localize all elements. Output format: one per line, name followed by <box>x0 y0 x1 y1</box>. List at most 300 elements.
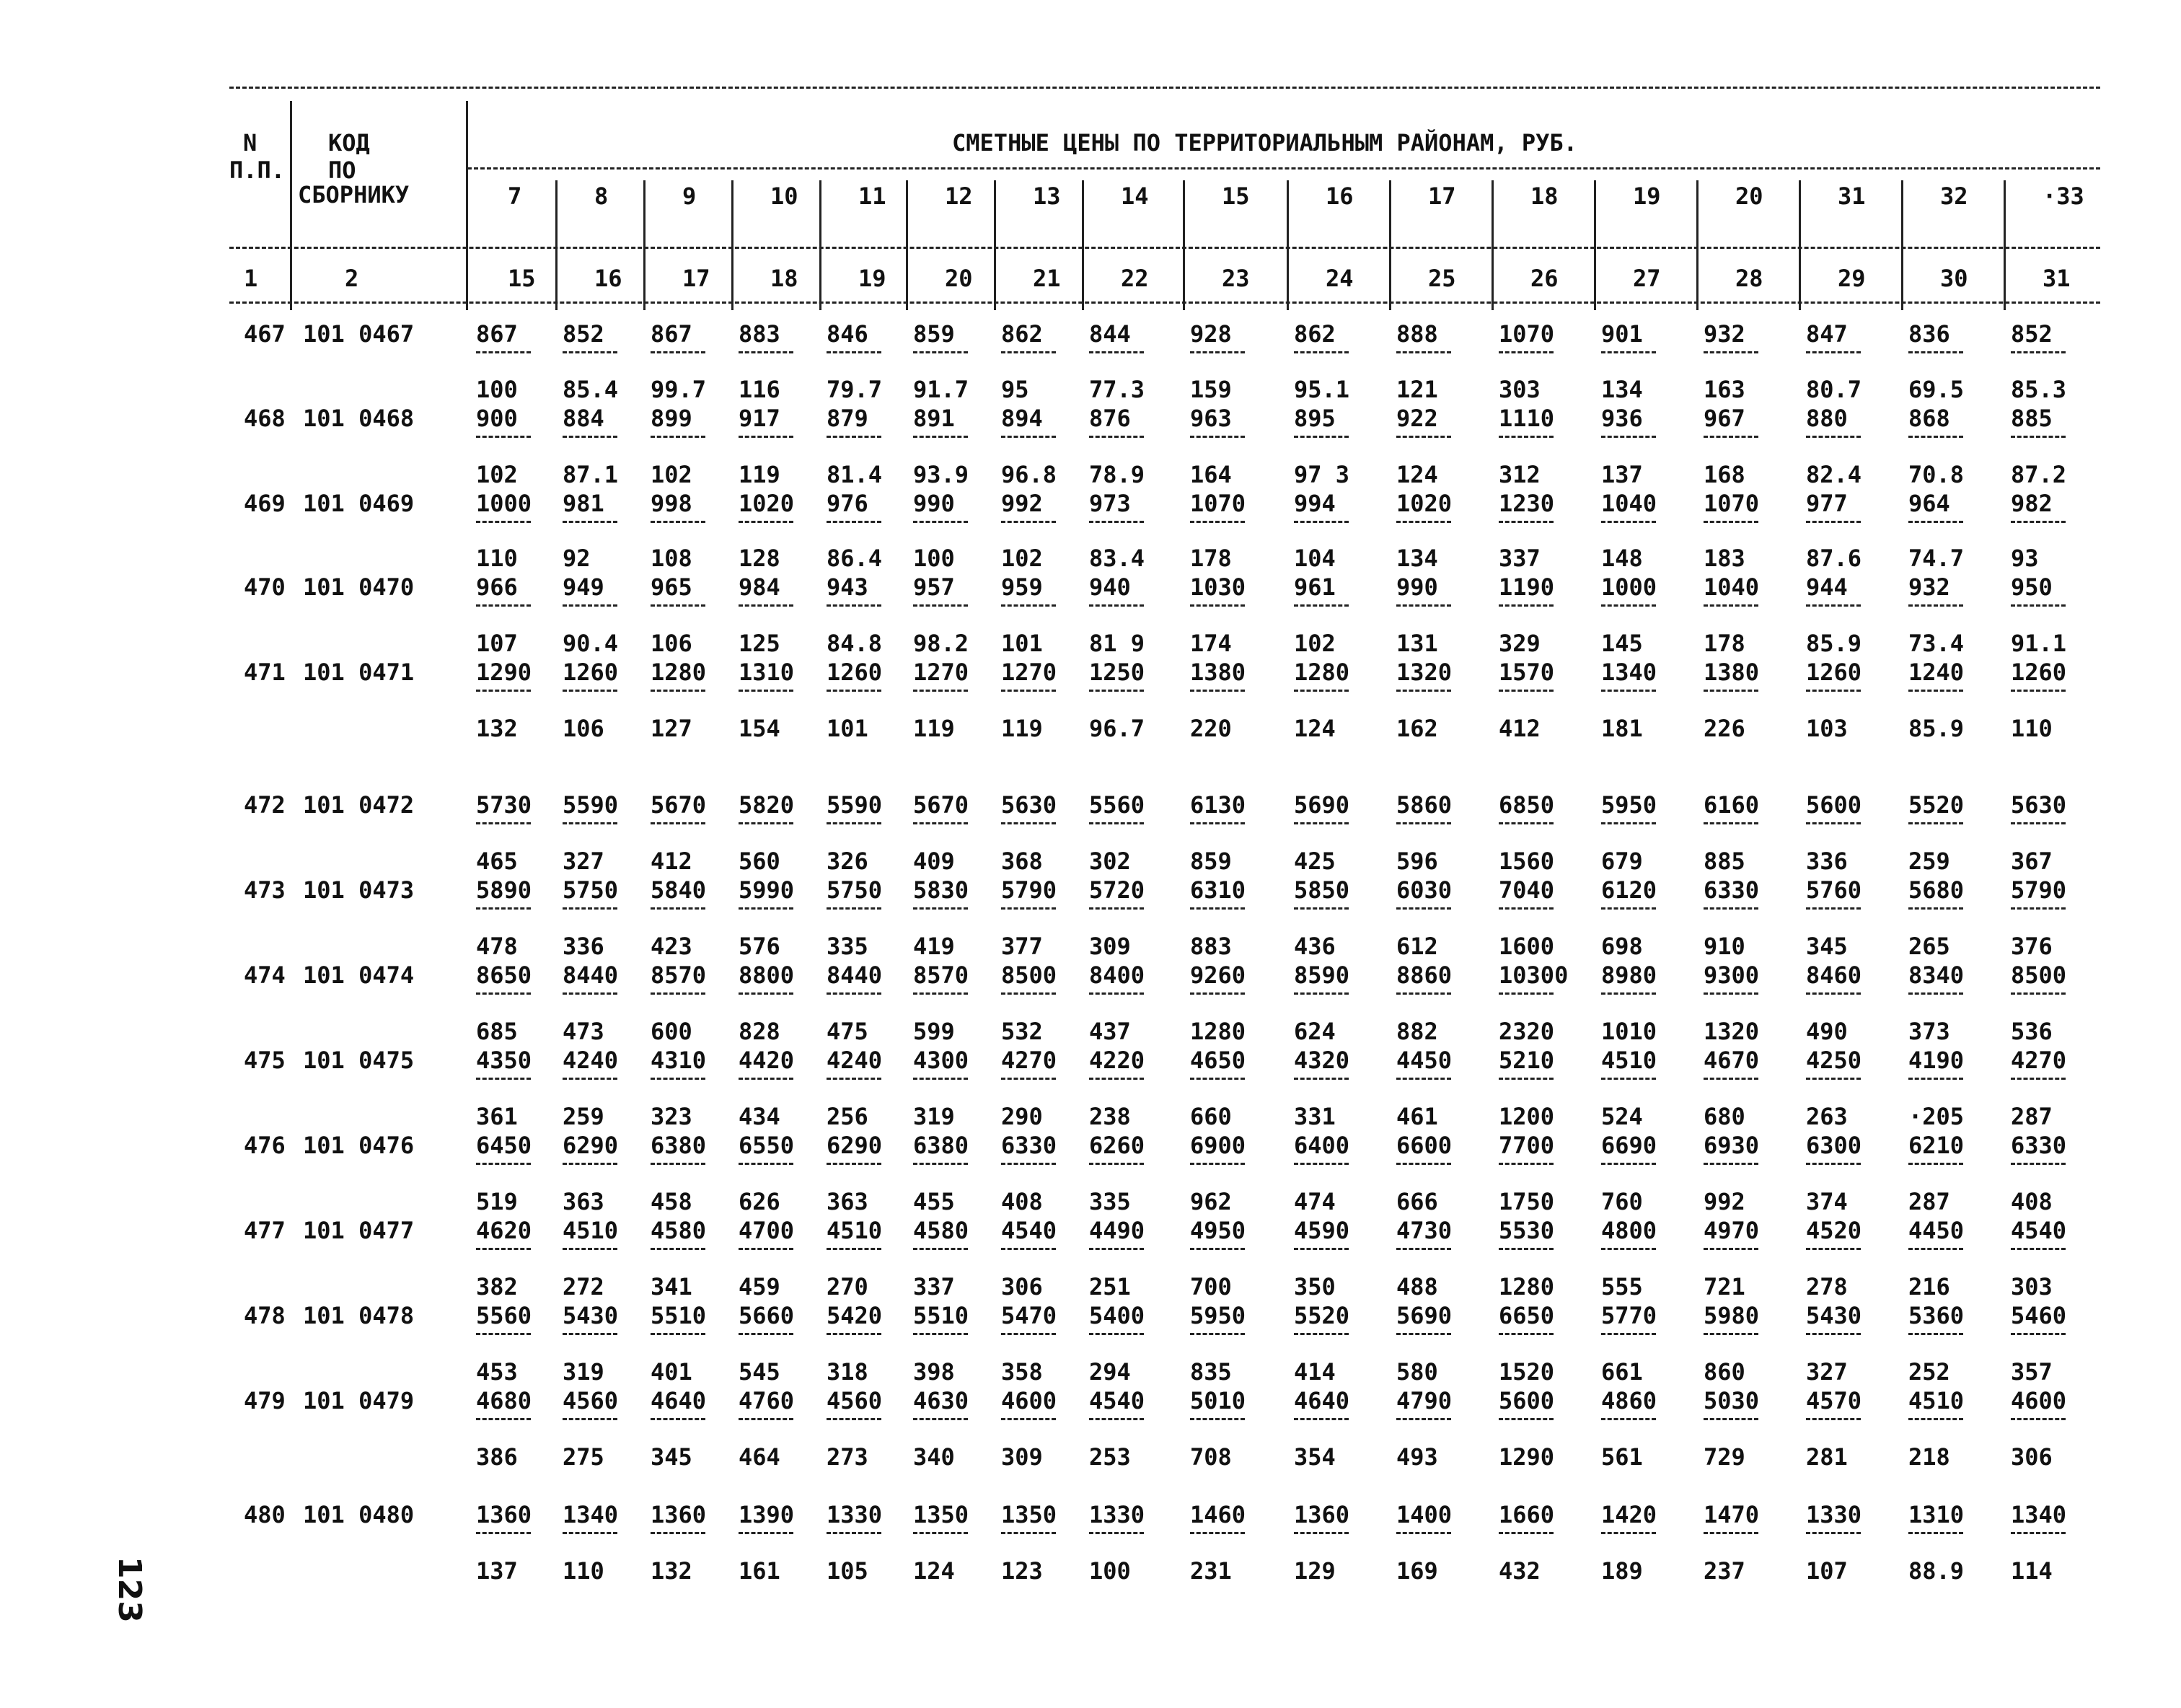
fraction-rule <box>1806 1248 1861 1250</box>
fraction-rule <box>1396 604 1451 607</box>
price-cell: 4510 <box>1601 1047 1657 1074</box>
fraction-rule <box>1601 690 1656 692</box>
price-cell: 134 <box>1601 376 1643 403</box>
fraction-rule <box>563 604 617 607</box>
price-cell: 4320 <box>1294 1047 1350 1074</box>
price-cell: 336 <box>563 933 604 960</box>
price-cell: 319 <box>563 1358 604 1386</box>
price-cell: 137 <box>1601 461 1643 488</box>
fraction-rule <box>1396 992 1451 995</box>
fraction-rule <box>1704 1163 1758 1165</box>
fraction-rule <box>1089 1163 1144 1165</box>
price-cell: 101 <box>827 715 868 742</box>
price-cell: 373 <box>1908 1018 1950 1045</box>
price-cell: 220 <box>1190 715 1232 742</box>
fraction-rule <box>651 1163 705 1165</box>
header-po: ПО <box>328 157 356 184</box>
region-header-11: 18 <box>1530 182 1559 210</box>
region-header-13: 20 <box>1735 182 1763 210</box>
fraction-rule <box>913 1163 968 1165</box>
price-cell: 846 <box>827 320 868 348</box>
price-cell: 104 <box>1294 545 1336 572</box>
price-cell: 493 <box>1396 1443 1438 1471</box>
price-cell: 119 <box>913 715 955 742</box>
fraction-rule <box>1089 690 1144 692</box>
fraction-rule <box>739 992 793 995</box>
price-cell: 4510 <box>827 1217 883 1244</box>
fraction-rule <box>1294 907 1349 910</box>
price-cell: 4630 <box>913 1387 969 1414</box>
price-cell: 290 <box>1001 1103 1043 1130</box>
price-cell: 6690 <box>1601 1132 1657 1159</box>
row-code: 101 0470 <box>303 573 415 601</box>
price-cell: 4240 <box>827 1047 883 1074</box>
price-cell: 8440 <box>827 961 883 989</box>
price-cell: 8440 <box>563 961 619 989</box>
fraction-rule <box>2011 992 2066 995</box>
region-divider <box>1901 180 1903 310</box>
price-cell: 4560 <box>827 1387 883 1414</box>
price-cell: 1750 <box>1499 1188 1555 1215</box>
fraction-rule <box>651 690 705 692</box>
price-cell: 345 <box>651 1443 692 1471</box>
price-cell: 270 <box>827 1273 868 1300</box>
price-cell: 345 <box>1806 933 1848 960</box>
price-cell: 162 <box>1396 715 1438 742</box>
fraction-rule <box>1001 907 1056 910</box>
fraction-rule <box>1190 1248 1245 1250</box>
price-cell: 90.4 <box>563 630 619 657</box>
price-cell: 312 <box>1499 461 1541 488</box>
row-number: 471 <box>244 659 286 686</box>
price-cell: 932 <box>1704 320 1745 348</box>
price-cell: 125 <box>739 630 780 657</box>
price-cell: 679 <box>1601 848 1643 875</box>
fraction-rule <box>1294 604 1349 607</box>
price-cell: 5890 <box>476 876 532 904</box>
price-cell: 4580 <box>913 1217 969 1244</box>
fraction-rule <box>913 1333 968 1335</box>
price-cell: 92 <box>563 545 591 572</box>
price-cell: 124 <box>1294 715 1336 742</box>
fraction-rule <box>2011 907 2066 910</box>
fraction-rule <box>913 1078 968 1080</box>
price-cell: 85.9 <box>1806 630 1862 657</box>
fraction-rule <box>1089 992 1144 995</box>
fraction-rule <box>2011 351 2066 353</box>
price-cell: 844 <box>1089 320 1131 348</box>
price-cell: 1310 <box>739 659 795 686</box>
fraction-rule <box>563 992 617 995</box>
price-cell: 1280 <box>1294 659 1350 686</box>
index-cell-18: 31 <box>2043 265 2071 292</box>
price-cell: 367 <box>2011 848 2053 875</box>
price-cell: 943 <box>827 573 868 601</box>
row-code: 101 0467 <box>303 320 415 348</box>
fraction-rule <box>563 521 617 523</box>
price-cell: 5720 <box>1089 876 1145 904</box>
price-cell: 87.1 <box>563 461 619 488</box>
price-cell: 306 <box>1001 1273 1043 1300</box>
price-cell: 263 <box>1806 1103 1848 1130</box>
price-cell: 891 <box>913 405 955 432</box>
fraction-rule <box>1396 351 1451 353</box>
price-cell: 928 <box>1190 320 1232 348</box>
fraction-rule <box>1001 1248 1056 1250</box>
fraction-rule <box>739 1418 793 1420</box>
price-cell: 1020 <box>1396 490 1453 517</box>
price-cell: 70.8 <box>1908 461 1965 488</box>
price-cell: 5430 <box>1806 1302 1862 1329</box>
fraction-rule <box>1294 436 1349 438</box>
fraction-rule <box>2011 1248 2066 1250</box>
price-cell: 259 <box>563 1103 604 1130</box>
price-cell: 982 <box>2011 490 2053 517</box>
price-cell: 8650 <box>476 961 532 989</box>
price-cell: 4450 <box>1908 1217 1965 1244</box>
fraction-rule <box>1396 1532 1451 1534</box>
price-cell: 1350 <box>913 1501 969 1528</box>
price-cell: 91.1 <box>2011 630 2067 657</box>
price-cell: 1240 <box>1908 659 1965 686</box>
fraction-rule <box>1806 436 1861 438</box>
price-cell: 218 <box>1908 1443 1950 1471</box>
price-cell: 1320 <box>1396 659 1453 686</box>
price-cell: 1020 <box>739 490 795 517</box>
row-code: 101 0477 <box>303 1217 415 1244</box>
fraction-rule <box>1190 1163 1245 1165</box>
fraction-rule <box>1499 1248 1554 1250</box>
fraction-rule <box>827 436 881 438</box>
fraction-rule <box>913 1248 968 1250</box>
fraction-rule <box>1601 992 1656 995</box>
price-cell: 275 <box>563 1443 604 1471</box>
fraction-rule <box>1806 1418 1861 1420</box>
price-cell: 82.4 <box>1806 461 1862 488</box>
price-cell: 4860 <box>1601 1387 1657 1414</box>
fraction-rule <box>739 521 793 523</box>
price-cell: 899 <box>651 405 692 432</box>
header-rule <box>229 247 2100 249</box>
price-cell: 885 <box>1704 848 1745 875</box>
price-cell: 159 <box>1190 376 1232 403</box>
fraction-rule <box>476 822 531 824</box>
price-cell: 303 <box>1499 376 1541 403</box>
price-cell: 78.9 <box>1089 461 1145 488</box>
price-cell: 6290 <box>563 1132 619 1159</box>
price-cell: 5030 <box>1704 1387 1760 1414</box>
fraction-rule <box>1001 351 1056 353</box>
region-header-5: 12 <box>945 182 973 210</box>
region-header-0: 7 <box>508 182 522 210</box>
index-cell-11: 24 <box>1326 265 1354 292</box>
price-cell: 721 <box>1704 1273 1745 1300</box>
price-cell: 1260 <box>1806 659 1862 686</box>
price-cell: 4640 <box>651 1387 707 1414</box>
index-cell-14: 27 <box>1633 265 1661 292</box>
fraction-rule <box>1089 351 1144 353</box>
price-cell: 455 <box>913 1188 955 1215</box>
price-cell: 100 <box>476 376 518 403</box>
price-cell: 910 <box>1704 933 1745 960</box>
price-cell: 99.7 <box>651 376 707 403</box>
fraction-rule <box>1499 1163 1554 1165</box>
price-cell: 4580 <box>651 1217 707 1244</box>
row-number: 470 <box>244 573 286 601</box>
price-cell: 1600 <box>1499 933 1555 960</box>
index-cell-6: 19 <box>858 265 886 292</box>
price-cell: 5730 <box>476 791 532 819</box>
price-cell: 8570 <box>913 961 969 989</box>
price-cell: 698 <box>1601 933 1643 960</box>
fraction-rule <box>1806 1333 1861 1335</box>
fraction-rule <box>1806 521 1861 523</box>
price-cell: 106 <box>563 715 604 742</box>
price-cell: 302 <box>1089 848 1131 875</box>
fraction-rule <box>1908 351 1963 353</box>
price-cell: 81 9 <box>1089 630 1145 657</box>
price-cell: 6450 <box>476 1132 532 1159</box>
price-cell: 106 <box>651 630 692 657</box>
price-cell: 561 <box>1601 1443 1643 1471</box>
fraction-rule <box>1908 521 1963 523</box>
price-cell: 9260 <box>1190 961 1246 989</box>
price-cell: 124 <box>913 1557 955 1585</box>
price-cell: 85.4 <box>563 376 619 403</box>
price-cell: 73.4 <box>1908 630 1965 657</box>
region-divider <box>906 180 908 310</box>
price-cell: 100 <box>913 545 955 572</box>
row-number: 469 <box>244 490 286 517</box>
price-cell: 990 <box>913 490 955 517</box>
fraction-rule <box>1294 690 1349 692</box>
price-cell: 545 <box>739 1358 780 1386</box>
fraction-rule <box>1601 436 1656 438</box>
price-cell: 341 <box>651 1273 692 1300</box>
price-cell: 900 <box>476 405 518 432</box>
price-cell: 337 <box>913 1273 955 1300</box>
fraction-rule <box>1294 1163 1349 1165</box>
price-cell: 5470 <box>1001 1302 1057 1329</box>
region-header-7: 14 <box>1121 182 1149 210</box>
price-cell: 5510 <box>651 1302 707 1329</box>
price-cell: 278 <box>1806 1273 1848 1300</box>
fraction-rule <box>2011 1163 2066 1165</box>
fraction-rule <box>476 1532 531 1534</box>
price-cell: 6330 <box>2011 1132 2067 1159</box>
region-divider <box>2004 180 2006 310</box>
fraction-rule <box>476 1418 531 1420</box>
region-divider <box>1594 180 1596 310</box>
price-cell: 5790 <box>2011 876 2067 904</box>
price-cell: 326 <box>827 848 868 875</box>
price-cell: 1070 <box>1704 490 1760 517</box>
index-cell-10: 23 <box>1222 265 1250 292</box>
fraction-rule <box>1190 907 1245 910</box>
fraction-rule <box>739 604 793 607</box>
fraction-rule <box>563 690 617 692</box>
fraction-rule <box>827 1333 881 1335</box>
price-cell: 4950 <box>1190 1217 1246 1244</box>
fraction-rule <box>1601 1163 1656 1165</box>
row-code: 101 0480 <box>303 1501 415 1528</box>
price-cell: 5680 <box>1908 876 1965 904</box>
price-cell: 361 <box>476 1103 518 1130</box>
price-cell: 5400 <box>1089 1302 1145 1329</box>
price-cell: 5670 <box>651 791 707 819</box>
fraction-rule <box>913 907 968 910</box>
price-cell: 178 <box>1704 630 1745 657</box>
price-cell: 4310 <box>651 1047 707 1074</box>
index-cell-15: 28 <box>1735 265 1763 292</box>
price-cell: 536 <box>2011 1018 2053 1045</box>
region-header-4: 11 <box>858 182 886 210</box>
fraction-rule <box>1089 436 1144 438</box>
price-cell: 4650 <box>1190 1047 1246 1074</box>
fraction-rule <box>1001 1418 1056 1420</box>
fraction-rule <box>827 521 881 523</box>
index-cell-12: 25 <box>1428 265 1456 292</box>
fraction-rule <box>476 436 531 438</box>
price-cell: 465 <box>476 848 518 875</box>
price-cell: 5630 <box>1001 791 1057 819</box>
row-code: 101 0475 <box>303 1047 415 1074</box>
price-cell: 107 <box>1806 1557 1848 1585</box>
fraction-rule <box>1499 992 1554 995</box>
fraction-rule <box>1001 1532 1056 1534</box>
row-number: 473 <box>244 876 286 904</box>
price-cell: 626 <box>739 1188 780 1215</box>
fraction-rule <box>1704 992 1758 995</box>
price-cell: 4620 <box>476 1217 532 1244</box>
price-cell: 119 <box>739 461 780 488</box>
price-cell: 917 <box>739 405 780 432</box>
price-cell: 932 <box>1908 573 1950 601</box>
row-number: 475 <box>244 1047 286 1074</box>
index-cell-8: 21 <box>1033 265 1061 292</box>
fraction-rule <box>1499 1078 1554 1080</box>
price-cell: 5990 <box>739 876 795 904</box>
fraction-rule <box>563 1248 617 1250</box>
price-cell: 5600 <box>1806 791 1862 819</box>
fraction-rule <box>476 1333 531 1335</box>
price-cell: 5520 <box>1908 791 1965 819</box>
fraction-rule <box>1499 1418 1554 1420</box>
price-cell: 1260 <box>2011 659 2067 686</box>
fraction-rule <box>1499 521 1554 523</box>
price-cell: 131 <box>1396 630 1438 657</box>
price-cell: 259 <box>1908 848 1950 875</box>
fraction-rule <box>476 690 531 692</box>
price-cell: 8400 <box>1089 961 1145 989</box>
price-cell: 181 <box>1601 715 1643 742</box>
price-cell: 464 <box>739 1443 780 1471</box>
price-cell: 81.4 <box>827 461 883 488</box>
price-cell: 624 <box>1294 1018 1336 1045</box>
fraction-rule <box>1704 1418 1758 1420</box>
price-cell: 1350 <box>1001 1501 1057 1528</box>
price-cell: 4680 <box>476 1387 532 1414</box>
fraction-rule <box>1190 1078 1245 1080</box>
price-cell: 83.4 <box>1089 545 1145 572</box>
fraction-rule <box>1396 907 1451 910</box>
price-cell: 183 <box>1704 545 1745 572</box>
fraction-rule <box>827 992 881 995</box>
fraction-rule <box>1190 992 1245 995</box>
region-header-2: 9 <box>682 182 697 210</box>
price-cell: 1110 <box>1499 405 1555 432</box>
price-cell: 1470 <box>1704 1501 1760 1528</box>
price-cell: 967 <box>1704 405 1745 432</box>
price-cell: 252 <box>1908 1358 1950 1386</box>
price-cell: 6210 <box>1908 1132 1965 1159</box>
fraction-rule <box>913 1532 968 1534</box>
page-number: 123 <box>111 1557 148 1623</box>
index-cell-2: 15 <box>508 265 536 292</box>
price-cell: 8500 <box>1001 961 1057 989</box>
price-cell: 4970 <box>1704 1217 1760 1244</box>
fraction-rule <box>1806 1532 1861 1534</box>
price-cell: 251 <box>1089 1273 1131 1300</box>
row-number: 477 <box>244 1217 286 1244</box>
fraction-rule <box>2011 1532 2066 1534</box>
fraction-rule <box>1601 1078 1656 1080</box>
price-cell: 5830 <box>913 876 969 904</box>
fraction-rule <box>739 1078 793 1080</box>
price-cell: 1270 <box>913 659 969 686</box>
fraction-rule <box>1089 604 1144 607</box>
price-cell: 4600 <box>2011 1387 2067 1414</box>
fraction-rule <box>1089 521 1144 523</box>
fraction-rule <box>651 1248 705 1250</box>
fraction-rule <box>1704 521 1758 523</box>
fraction-rule <box>1499 822 1554 824</box>
price-cell: 1280 <box>651 659 707 686</box>
price-cell: 103 <box>1806 715 1848 742</box>
price-cell: 4700 <box>739 1217 795 1244</box>
fraction-rule <box>1908 1078 1963 1080</box>
price-cell: 123 <box>1001 1557 1043 1585</box>
fraction-rule <box>1806 351 1861 353</box>
price-cell: 412 <box>1499 715 1541 742</box>
price-cell: 335 <box>1089 1188 1131 1215</box>
price-cell: 102 <box>1001 545 1043 572</box>
price-cell: 306 <box>2011 1443 2053 1471</box>
price-cell: 1260 <box>827 659 883 686</box>
price-cell: 5420 <box>827 1302 883 1329</box>
price-cell: 124 <box>1396 461 1438 488</box>
fraction-rule <box>651 1532 705 1534</box>
price-cell: 419 <box>913 933 955 960</box>
price-cell: 309 <box>1001 1443 1043 1471</box>
price-cell: 5950 <box>1190 1302 1246 1329</box>
price-cell: 984 <box>739 573 780 601</box>
fraction-rule <box>1294 1078 1349 1080</box>
price-cell: 894 <box>1001 405 1043 432</box>
price-cell: 84.8 <box>827 630 883 657</box>
price-cell: 922 <box>1396 405 1438 432</box>
fraction-rule <box>1396 690 1451 692</box>
price-cell: 102 <box>476 461 518 488</box>
price-cell: 303 <box>2011 1273 2053 1300</box>
region-divider <box>1287 180 1289 310</box>
fraction-rule <box>913 604 968 607</box>
fraction-rule <box>1601 604 1656 607</box>
price-cell: 6260 <box>1089 1132 1145 1159</box>
price-cell: 1460 <box>1190 1501 1246 1528</box>
price-cell: 885 <box>2011 405 2053 432</box>
fraction-rule <box>913 351 968 353</box>
